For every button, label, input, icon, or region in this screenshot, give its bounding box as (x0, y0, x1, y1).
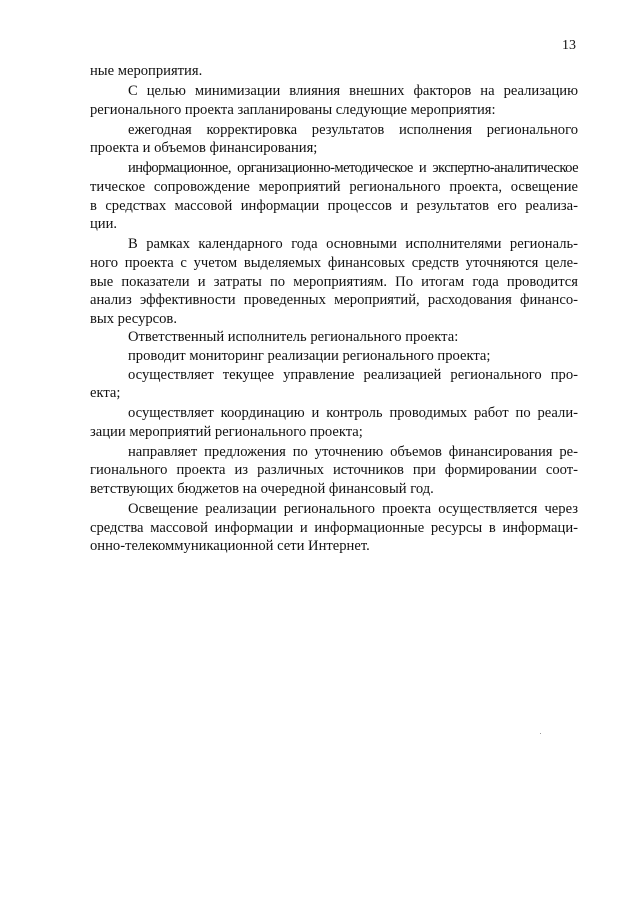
text-line: осуществляет координацию и контроль проводимых работ по реали- (128, 405, 578, 422)
text-line: С целью минимизации влияния внешних факторов на реализацию (128, 83, 578, 100)
text-line: ежегодная корректировка результатов исполнения регионального (128, 121, 578, 138)
text-line: екта; (90, 385, 121, 402)
text-line: зации мероприятий регионального проекта; (90, 423, 363, 440)
text-line: вых ресурсов. (90, 310, 177, 327)
text-line: ного проекта с учетом выделяемых финансовых средств уточняются целе- (90, 254, 578, 271)
text-line: гионального проекта из различных источников при формировании соот- (90, 462, 578, 479)
text-line: в средствах массовой информации процессов и результатов его реализа- (90, 197, 578, 214)
text-line: ветствующих бюджетов на очередной финансовый год. (90, 481, 434, 498)
scan-speck (540, 733, 541, 734)
text-line: онно-телекоммуникационной сети Интернет. (90, 538, 370, 555)
text-line: информационное, организационно-методическое и экспертно-аналитическое (128, 160, 578, 177)
text-line: ные мероприятия. (90, 63, 203, 79)
text-line: анализ эффективности проведенных мероприятий, расходования финансо- (90, 292, 578, 309)
text-line: регионального проекта запланированы следующие мероприятия: (90, 101, 496, 118)
text-line: ции. (90, 216, 118, 233)
text-line: осуществляет текущее управление реализацией регионального про- (128, 366, 578, 383)
text-line: вые показатели и затраты по мероприятиям. По итогам года проводится (90, 273, 578, 290)
text-line: проводит мониторинг реализации регионального проекта; (128, 347, 491, 364)
text-line: средства массовой информации и информационные ресурсы в информаци- (90, 519, 578, 536)
text-line: Ответственный исполнитель регионального проекта: (128, 329, 459, 346)
document-body (90, 62, 578, 556)
page-number: 13 (562, 38, 576, 53)
text-line: проекта и объемов финансирования; (90, 140, 318, 157)
text-line: направляет предложения по уточнению объемов финансирования ре- (128, 443, 578, 460)
text-line: В рамках календарного года основными исполнителями региональ- (128, 236, 578, 253)
text-line: Освещение реализации регионального проекта осуществляется через (128, 501, 578, 518)
text-line: тическое сопровождение мероприятий регионального проекта, освещение (90, 179, 578, 196)
